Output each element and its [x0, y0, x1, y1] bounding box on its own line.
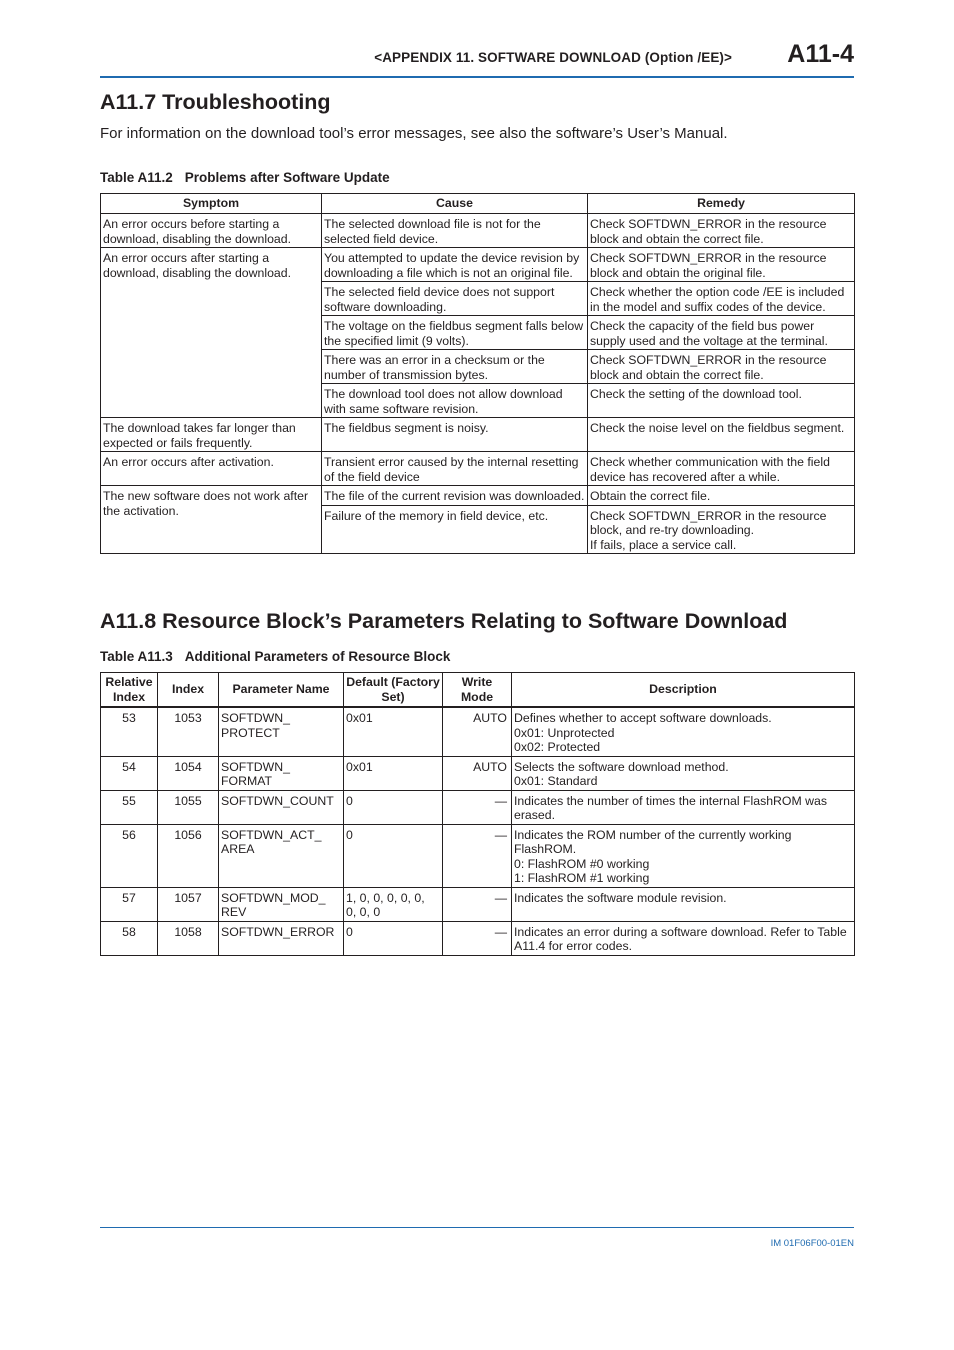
cause-cell: The selected field device does not support software downloading. — [322, 282, 588, 316]
remedy-cell: Check SOFTDWN_ERROR in the resource block and obtain the correct file. — [588, 214, 855, 248]
parameters-table — [100, 672, 855, 956]
table-row — [101, 486, 855, 506]
relative-index-cell: 53 — [101, 707, 158, 756]
table-row — [101, 790, 855, 824]
section-title-parameters: A11.8 Resource Block’s Parameters Relating to Software Download — [100, 609, 788, 633]
index-cell: 1057 — [158, 887, 219, 921]
write-mode-cell: — — [443, 921, 512, 955]
table-caption-a11-2 — [100, 170, 390, 185]
table-row — [101, 418, 855, 452]
column-header: Description — [512, 673, 855, 708]
table-row — [101, 887, 855, 921]
description-cell: Selects the software download method. 0x01: Standard — [512, 756, 855, 790]
index-cell: 1053 — [158, 707, 219, 756]
default-cell: 1, 0, 0, 0, 0, 0, 0, 0, 0 — [344, 887, 443, 921]
table-caption-title: Problems after Software Update — [184, 170, 390, 185]
default-cell: 0x01 — [344, 707, 443, 756]
default-cell: 0 — [344, 824, 443, 887]
table-row — [101, 824, 855, 887]
relative-index-cell: 57 — [101, 887, 158, 921]
column-header: Default (Factory Set) — [344, 673, 443, 708]
table-row — [101, 756, 855, 790]
remedy-cell: Check whether communication with the field device has recovered after a while. — [588, 452, 855, 486]
write-mode-cell: — — [443, 824, 512, 887]
column-header: Cause — [322, 194, 588, 214]
index-cell: 1058 — [158, 921, 219, 955]
symptom-cell: The download takes far longer than expected or fails frequently. — [101, 418, 322, 452]
cause-cell: The download tool does not allow download with same software revision. — [322, 384, 588, 418]
index-cell: 1055 — [158, 790, 219, 824]
parameter-name-cell: SOFTDWN_ACT_ AREA — [219, 824, 344, 887]
description-cell: Indicates an error during a software download. Refer to Table A11.4 for error codes. — [512, 921, 855, 955]
page-number: A11-4 — [787, 40, 854, 68]
column-header: Write Mode — [443, 673, 512, 708]
write-mode-cell: — — [443, 790, 512, 824]
table-header-row — [101, 194, 855, 214]
column-header: Relative Index — [101, 673, 158, 708]
relative-index-cell: 55 — [101, 790, 158, 824]
index-cell: 1054 — [158, 756, 219, 790]
column-header: Symptom — [101, 194, 322, 214]
cause-cell: Transient error caused by the internal resetting of the field device — [322, 452, 588, 486]
section-intro: For information on the download tool’s error messages, see also the software’s User’s Manual. — [100, 125, 728, 142]
table-caption-number: Table A11.2 — [100, 170, 173, 185]
parameter-name-cell: SOFTDWN_ERROR — [219, 921, 344, 955]
cause-cell: The selected download file is not for the selected field device. — [322, 214, 588, 248]
column-header: Parameter Name — [219, 673, 344, 708]
cause-cell: Failure of the memory in field device, etc. — [322, 505, 588, 554]
column-header: Remedy — [588, 194, 855, 214]
problems-table — [100, 193, 855, 554]
remedy-cell: Obtain the correct file. — [588, 486, 855, 506]
parameter-name-cell: SOFTDWN_ PROTECT — [219, 707, 344, 756]
parameter-name-cell: SOFTDWN_COUNT — [219, 790, 344, 824]
table-row — [101, 248, 855, 282]
relative-index-cell: 58 — [101, 921, 158, 955]
table-caption-number: Table A11.3 — [100, 649, 173, 664]
table-caption-title: Additional Parameters of Resource Block — [184, 649, 451, 664]
write-mode-cell: AUTO — [443, 756, 512, 790]
remedy-cell: Check the noise level on the fieldbus segment. — [588, 418, 855, 452]
table-row — [101, 707, 855, 756]
footer-divider — [100, 1227, 854, 1228]
cause-cell: The voltage on the fieldbus segment falls below the specified limit (9 volts). — [322, 316, 588, 350]
description-cell: Indicates the ROM number of the currently working FlashROM. 0: FlashROM #0 working 1: FlashROM #1 working — [512, 824, 855, 887]
table-row — [101, 921, 855, 955]
relative-index-cell: 54 — [101, 756, 158, 790]
index-cell: 1056 — [158, 824, 219, 887]
relative-index-cell: 56 — [101, 824, 158, 887]
symptom-cell: An error occurs before starting a download, disabling the download. — [101, 214, 322, 248]
symptom-cell: An error occurs after starting a download, disabling the download. — [101, 248, 322, 418]
description-cell: Indicates the number of times the internal FlashROM was erased. — [512, 790, 855, 824]
symptom-cell: The new software does not work after the activation. — [101, 486, 322, 554]
table-header-row — [101, 673, 855, 708]
remedy-cell: Check SOFTDWN_ERROR in the resource block and obtain the original file. — [588, 248, 855, 282]
write-mode-cell: — — [443, 887, 512, 921]
default-cell: 0x01 — [344, 756, 443, 790]
cause-cell: You attempted to update the device revision by downloading a file which is not an original file. — [322, 248, 588, 282]
parameter-name-cell: SOFTDWN_MOD_ REV — [219, 887, 344, 921]
symptom-cell: An error occurs after activation. — [101, 452, 322, 486]
remedy-cell: Check whether the option code /EE is included in the model and suffix codes of the device. — [588, 282, 855, 316]
cause-cell: The file of the current revision was downloaded. — [322, 486, 588, 506]
table-row — [101, 214, 855, 248]
footer-document-number: IM 01F06F00-01EN — [770, 1238, 854, 1249]
cause-cell: The fieldbus segment is noisy. — [322, 418, 588, 452]
description-cell: Indicates the software module revision. — [512, 887, 855, 921]
cause-cell: There was an error in a checksum or the number of transmission bytes. — [322, 350, 588, 384]
column-header: Index — [158, 673, 219, 708]
section-title-troubleshooting: A11.7 Troubleshooting — [100, 90, 331, 114]
description-cell: Defines whether to accept software downloads. 0x01: Unprotected 0x02: Protected — [512, 707, 855, 756]
remedy-cell: Check the setting of the download tool. — [588, 384, 855, 418]
header-title: <APPENDIX 11. SOFTWARE DOWNLOAD (Option /EE)> — [374, 50, 732, 65]
default-cell: 0 — [344, 790, 443, 824]
remedy-cell: Check SOFTDWN_ERROR in the resource block and obtain the correct file. — [588, 350, 855, 384]
table-caption-a11-3 — [100, 649, 450, 664]
remedy-cell: Check SOFTDWN_ERROR in the resource block, and re-try downloading. If fails, place a service call. — [588, 505, 855, 554]
table-row — [101, 452, 855, 486]
default-cell: 0 — [344, 921, 443, 955]
remedy-cell: Check the capacity of the field bus power supply used and the voltage at the terminal. — [588, 316, 855, 350]
page-header — [100, 40, 854, 78]
parameter-name-cell: SOFTDWN_ FORMAT — [219, 756, 344, 790]
write-mode-cell: AUTO — [443, 707, 512, 756]
